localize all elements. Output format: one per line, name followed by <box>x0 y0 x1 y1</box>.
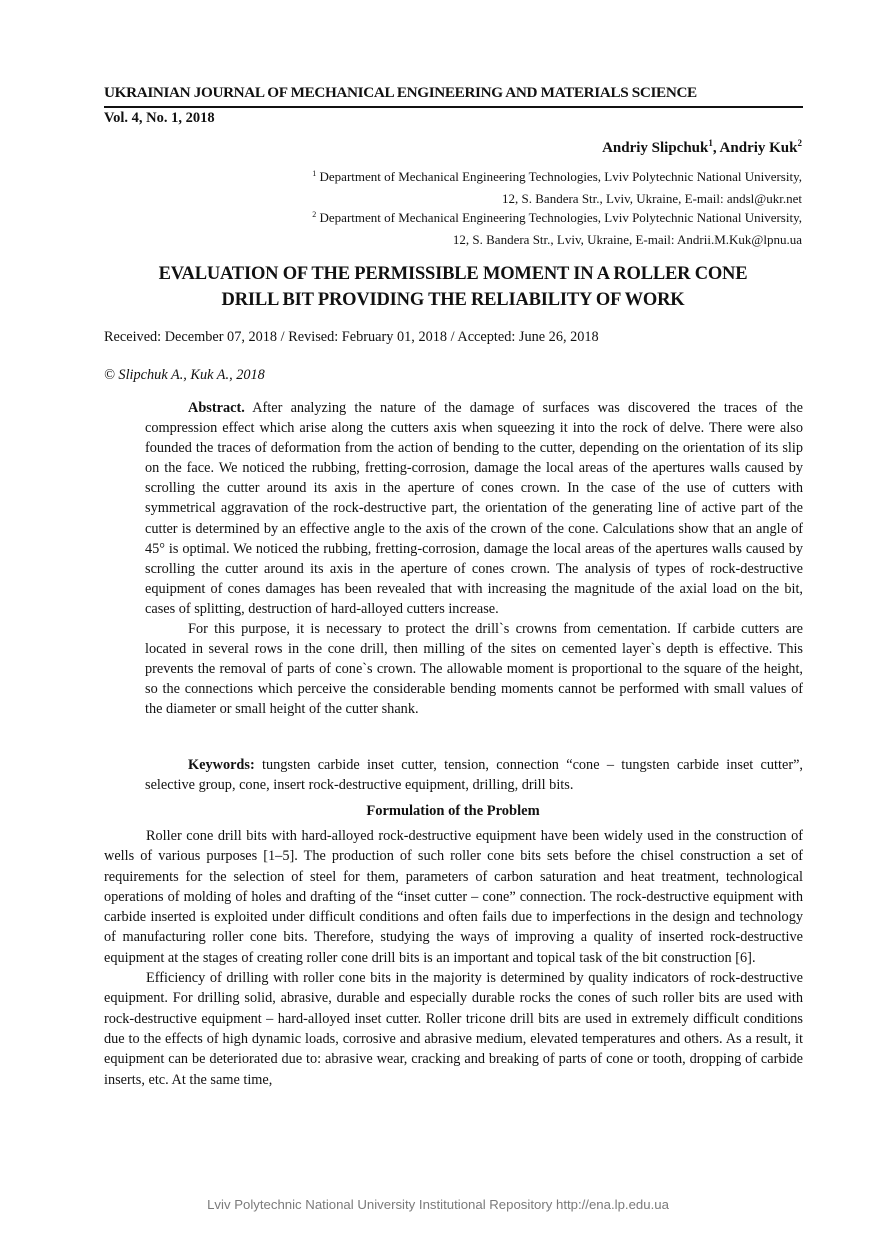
affiliation-dept: Department of Mechanical Engineering Technologies, Lviv Polytechnic National University, <box>319 169 802 184</box>
paper-title-line-1: EVALUATION OF THE PERMISSIBLE MOMENT IN A ROLLER CONE <box>158 264 748 284</box>
author-separator: , <box>712 140 720 156</box>
abstract-paragraph-2: For this purpose, it is necessary to protect the drill`s crowns from cementation. If carbide cutters are located in several rows in the cone drill, then milling of the sites on cemented layer`s depth is effective. This prevents the removal of parts of cone`s crown. The allowable moment is proportional to the square of the height, so the connections which perceive the considerable bending moments cannot be performed with small values of the diameter or small height of the cutter shank. <box>145 621 803 718</box>
author-1-affiliation-mark: 1 <box>708 138 713 148</box>
abstract-paragraph-1 <box>145 398 803 619</box>
author-2: Andriy Kuk <box>719 140 798 156</box>
affiliation-mark: 2 <box>312 210 317 219</box>
publication-dates: Received: December 07, 2018 / Revised: February 01, 2018 / Accepted: June 26, 2018 <box>104 329 599 345</box>
repository-footer: Lviv Polytechnic National University Institutional Repository http://ena.lp.edu.ua <box>207 1197 669 1212</box>
affiliation-address: 12, S. Bandera Str., Lviv, Ukraine, E-mail: Andrii.M.Kuk@lpnu.ua <box>452 231 802 247</box>
keywords <box>145 755 803 795</box>
author-1: Andriy Slipchuk <box>602 140 709 156</box>
keywords-text: tungsten carbide inset cutter, tension, connection “cone – tungsten carbide inset cutter”, selective group, cone, insert rock-destructive equipment, drilling, drill bits. <box>145 757 803 794</box>
header-rule <box>104 106 803 108</box>
authors <box>602 140 802 157</box>
volume-info: Vol. 4, No. 1, 2018 <box>104 110 215 126</box>
paper-title <box>104 261 802 313</box>
section-body <box>104 826 803 1090</box>
abstract <box>145 398 803 720</box>
abstract-text-1: After analyzing the nature of the damage of surfaces was discovered the traces of the compression effect which arise along the cutters axis when squeezing it into the rock of delve. There were also founded the traces of deformation from the action of bending to the cutter, depending on the orientation of its slip on the face. We noticed the rubbing, fretting-corrosion, damage the local areas of the apertures walls caused by scrolling the cutter around its axis in the aperture of cones crown. In the case of the use of cutters with symmetrical aggravation of the rock-destructive part, the orientation of the generating line of active part of the cutter is determined by an effective angle to the axis of the crown of the cone. Calculations show that an angle of 45° is optimal. We noticed the rubbing, fretting-corrosion, damage the local areas of the apertures walls caused by scrolling the cutter around its axis in the aperture of cones crown. The analysis of types of rock-destructive equipment of cones damages has been revealed that with increasing the magnitude of the axial load on the bit, cases of splitting, destruction of hard-alloyed cutters increase. <box>145 400 803 617</box>
copyright: © Slipchuk A., Kuk A., 2018 <box>104 367 265 383</box>
affiliation-address: 12, S. Bandera Str., Lviv, Ukraine, E-mail: andsl@ukr.net <box>502 190 802 206</box>
keywords-label: Keywords: <box>188 757 255 773</box>
body-paragraph-2: Efficiency of drilling with roller cone bits in the majority is determined by quality indicators of rock-destructive equipment. For drilling solid, abrasive, durable and especially durable rocks the cones of such roller bits are used with rock-destructive equipment – hard-alloyed inset cutter. Roller tricone drill bits are used in extremely difficult conditions due to the effects of high dynamic loads, corrosive and abrasive medium, elevated temperatures and others. As a result, it equipment can be deteriorated due to: abrasive wear, cracking and breaking of parts of cone or tooth, dropping of carbide inserts, etc. At the same time, <box>104 970 803 1088</box>
paper-title-line-2: DRILL BIT PROVIDING THE RELIABILITY OF WORK <box>221 290 685 310</box>
section-heading: Formulation of the Problem <box>366 803 540 819</box>
affiliation-1 <box>242 166 802 209</box>
affiliation-mark: 1 <box>312 169 317 178</box>
affiliation-dept: Department of Mechanical Engineering Technologies, Lviv Polytechnic National University, <box>319 210 802 225</box>
body-paragraph-1: Roller cone drill bits with hard-alloyed rock-destructive equipment have been widely used in the construction of wells of various purposes [1–5]. The production of such roller cone bits sets before the chisel construction a set of requirements for the selection of steel for them, parameters of carbon saturation and heat treatment, technological operations of molding of holes and drafting of the “inset cutter – cone” connection. The rock-destructive equipment with carbide inserted is exploited under difficult conditions and often fails due to imperfections in the design and technology of manufacturing roller cone bits. Therefore, studying the ways of improving a quality of inserted rock-destructive equipment at the stages of creating roller cone drill bits is an important and topical task of the bit construction [6]. <box>104 828 803 966</box>
abstract-label: Abstract. <box>188 400 245 416</box>
affiliation-2 <box>242 207 802 250</box>
author-2-affiliation-mark: 2 <box>797 138 802 148</box>
journal-title: UKRAINIAN JOURNAL OF MECHANICAL ENGINEERING AND MATERIALS SCIENCE <box>104 84 697 101</box>
